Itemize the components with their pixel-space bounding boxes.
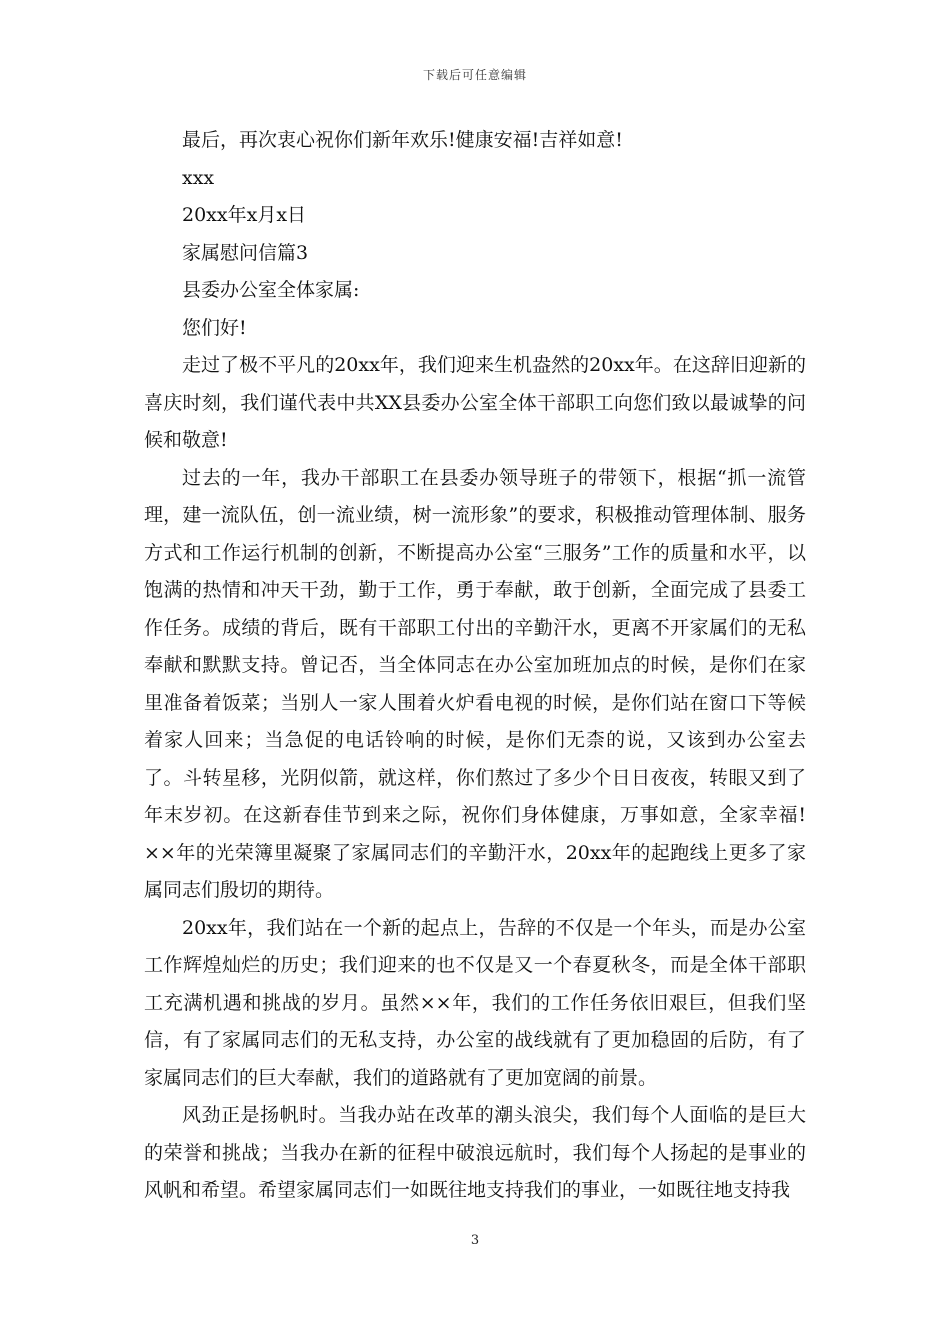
paragraph-past-year: 过去的一年，我办干部职工在县委办领导班子的带领下，根据“抓一流管理，建一流队伍，创一流业绩，树一流形象”的要求，积极推动管理体制、服务方式和工作运行机制的创新，不断提高办公室“三服务”工作的质量和水平，以饱满的热情和冲天干劲，勤于工作，勇于奉献，敢于创新，全面完成了县委工作任务。成绩的背后，既有干部职工付出的辛勤汗水，更离不开家属们的无私奉献和默默支持。曾记否，当全体同志在办公室加班加点的时候，是你们在家里准备着饭菜；当别人一家人围着火炉看电视的时候，是你们站在窗口下等候着家人回来；当急促的电话铃响的时候，是你们无柰的说，又该到办公室去了。斗转星移，光阴似箭，就这样，你们熬过了多少个日日夜夜，转眼又到了年末岁初。在这新春佳节到来之际，祝你们身体健康，万事如意，全家幸福!××年的光荣簿里凝聚了家属同志们的辛勤汗水，20xx年的起跑线上更多了家属同志们殷切的期待。	[144, 466, 806, 901]
page-number: 3	[470, 1233, 480, 1248]
greeting-line: 您们好!	[182, 316, 247, 339]
signature-line: xxx	[182, 166, 215, 189]
date-line: 20xx年x月x日	[182, 204, 307, 226]
paragraph-new-start: 20xx年，我们站在一个新的起点上，告辞的不仅是一个年头，而是办公室工作辉煌灿烂的历史；我们迎来的也不仅是又一个春夏秋冬，而是全体干部职工充满机遇和挑战的岁月。虽然××年，我们的工作任务依旧艰巨，但我们坚信，有了家属同志们的无私支持，办公室的战线就有了更加稳固的后防，有了家属同志们的巨大奉献，我们的道路就有了更加宽阔的前景。	[144, 916, 806, 1089]
paragraph-new-year: 走过了极不平凡的20xx年，我们迎来生机盎然的20xx年。在这辞旧迎新的喜庆时刻，我们谨代表中共XX县委办公室全体干部职工向您们致以最诚挚的问候和敬意!	[144, 354, 806, 451]
recipient-line: 县委办公室全体家属:	[182, 279, 360, 301]
closing-line: 最后，再次衷心祝你们新年欢乐!健康安福!吉祥如意!	[182, 129, 623, 151]
section-title: 家属慰问信篇3	[182, 241, 309, 264]
page-header-note: 下载后可任意编辑	[422, 68, 527, 82]
document-body	[144, 122, 806, 1210]
paragraph-sail: 风劲正是扬帆时。当我办站在改革的潮头浪尖，我们每个人面临的是巨大的荣誉和挑战；当我办在新的征程中破浪远航时，我们每个人扬起的是事业的风帆和希望。希望家属同志们一如既往地支持我们的事业，一如既往地支持我	[144, 1104, 806, 1201]
